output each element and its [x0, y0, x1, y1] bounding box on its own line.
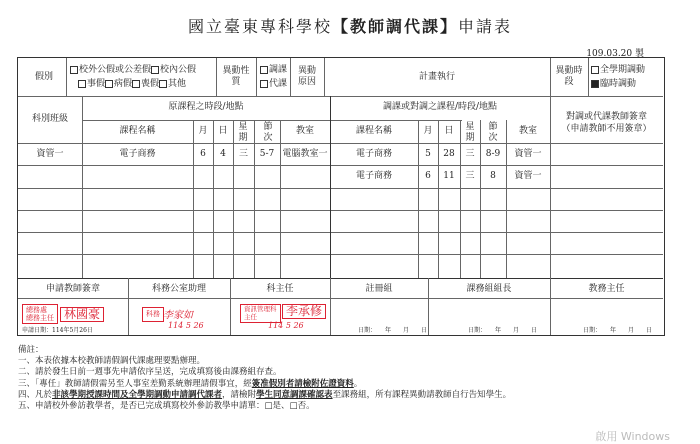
notes [18, 345, 511, 412]
col-weekday: 星期 [238, 122, 248, 143]
col-new-room: 教室 [518, 126, 537, 136]
windows-watermark: 啟用 Windows [595, 430, 670, 443]
col-room: 教室 [295, 126, 314, 136]
checkbox-swap[interactable] [260, 66, 268, 74]
row1-new-period: 8-9 [485, 149, 501, 159]
checkbox-offcampus[interactable] [70, 66, 78, 74]
notes-heading: 備註： [18, 345, 44, 355]
registry-chief-date: 日期： 年 月 日 [468, 327, 538, 334]
reason-options-line2: 事假 病假 喪假 其他 [78, 79, 186, 90]
row1-new-course: 電子商務 [355, 149, 392, 159]
applicant-title-stamp: 總務處 總務主任 [22, 304, 58, 324]
note-4: 四、凡於非該學期授課時間及全學期調動申請調代課者，請檢附學生同意調課確認表至課務組，所有課程異動請教師自行告知學生。 [18, 389, 512, 400]
assistant-signature: 李家如 [163, 310, 193, 321]
checkbox-bereavement[interactable] [132, 80, 140, 88]
sign-dean-label: 教務主任 [588, 284, 625, 294]
col-new-day: 日 [444, 126, 454, 136]
change-reason-label: 異動原因 [297, 66, 316, 87]
checkbox-temporary[interactable] [591, 80, 599, 88]
checkbox-substitute[interactable] [260, 80, 268, 88]
row1-course: 電子商務 [119, 149, 156, 159]
row2-new-period: 8 [490, 171, 496, 181]
checkbox-oncampus[interactable] [151, 66, 159, 74]
change-type-label: 異動性質 [222, 66, 250, 87]
application-form [17, 57, 665, 336]
col-new-weekday: 星期 [465, 122, 475, 143]
row1-month: 6 [200, 149, 206, 159]
title-suffix: 申請表 [458, 17, 513, 36]
dept-class-label: 科別班級 [31, 114, 68, 124]
applicant-date: 申請日期：114年5月26日 [22, 327, 93, 334]
sign-chief-label: 科主任 [266, 284, 294, 294]
row2-new-month: 6 [425, 171, 431, 181]
row1-period: 5-7 [259, 149, 275, 159]
row1-new-weekday: 三 [465, 149, 475, 159]
col-month: 月 [198, 126, 208, 136]
chief-date: 114 5 26 [268, 321, 304, 330]
registry-date: 日期： 年 月 日 [358, 327, 428, 334]
sign-registry-label: 註冊組 [365, 284, 393, 294]
row1-dept: 資管一 [36, 149, 64, 159]
sign-registry-chief-label: 課務組組長 [466, 284, 512, 294]
dean-date: 日期： 年 月 日 [583, 327, 653, 334]
row1-new-month: 5 [425, 149, 431, 159]
new-course-header: 調課或對調之課程/時段/地點 [382, 102, 498, 112]
col-period: 節次 [263, 122, 273, 143]
checkbox-personal[interactable] [78, 80, 86, 88]
period-opt2: 臨時調動 [591, 79, 636, 90]
chief-name-stamp: 李承修 [282, 304, 326, 319]
col-day: 日 [218, 126, 228, 136]
title-highlight: 【教師調代課】 [331, 17, 458, 36]
change-type-opt2: 代課 [260, 79, 287, 90]
reason-label: 假別 [35, 72, 54, 82]
note-3: 三、「專任」教師請假需另至人事室差勤系統辦理請假事宜，經簽准假別者請檢附佐證資料。 [18, 378, 363, 389]
row2-new-room: 資管一 [514, 171, 542, 181]
row1-weekday: 三 [238, 149, 248, 159]
checkbox-other[interactable] [159, 80, 167, 88]
col-new-period: 節次 [488, 122, 498, 143]
change-type-opt1: 調課 [260, 65, 287, 76]
substitute-sign-note: （申請教師不用簽章） [561, 124, 652, 134]
col-new-course: 課程名稱 [355, 126, 392, 136]
checkbox-full-semester[interactable] [591, 66, 599, 74]
note-2: 二、請於發生日前一週事先申請依序呈送，完成填寫後由課務組存查。 [18, 367, 282, 378]
row2-new-day: 11 [443, 171, 455, 181]
plan-execution: 計畫執行 [418, 72, 455, 82]
chief-title-stamp: 資訊管理科 主任 [240, 304, 281, 323]
reason-options-line1: 校外公假或公差假 校內公假 [70, 65, 196, 76]
col-course: 課程名稱 [119, 126, 156, 136]
form-version: 109.03.20 製 [586, 49, 644, 59]
note-5: 五、申請校外參訪教學者，是否已完成填寫校外參訪教學申請單：□是、□否。 [18, 401, 315, 412]
row1-new-room: 資管一 [514, 149, 542, 159]
title-school: 國立臺東專科學校 [187, 17, 332, 36]
orig-course-header: 原課程之時段/地點 [168, 102, 244, 112]
assistant-title-stamp: 科務 [142, 307, 164, 322]
substitute-sign-header: 對調或代課教師簽章 [565, 112, 647, 122]
checkbox-sick[interactable] [105, 80, 113, 88]
col-new-month: 月 [423, 126, 433, 136]
assistant-date: 114 5 26 [168, 321, 204, 330]
form-title [0, 14, 700, 37]
period-label: 異動時段 [555, 66, 583, 87]
sign-applicant-label: 申請教師簽章 [45, 284, 100, 294]
row2-new-course: 電子商務 [355, 171, 392, 181]
row1-day: 4 [220, 149, 226, 159]
note-1: 一、本表依據本校教師請假調代課處理要點辦理。 [18, 356, 206, 367]
row1-room: 電腦教室一 [282, 149, 328, 159]
row1-new-day: 28 [443, 149, 455, 159]
row2-new-weekday: 三 [465, 171, 475, 181]
sign-assistant-label: 科務公室助理 [151, 284, 206, 294]
applicant-name-stamp: 林國豪 [60, 307, 104, 322]
period-opt1: 全學期調動 [591, 65, 645, 76]
